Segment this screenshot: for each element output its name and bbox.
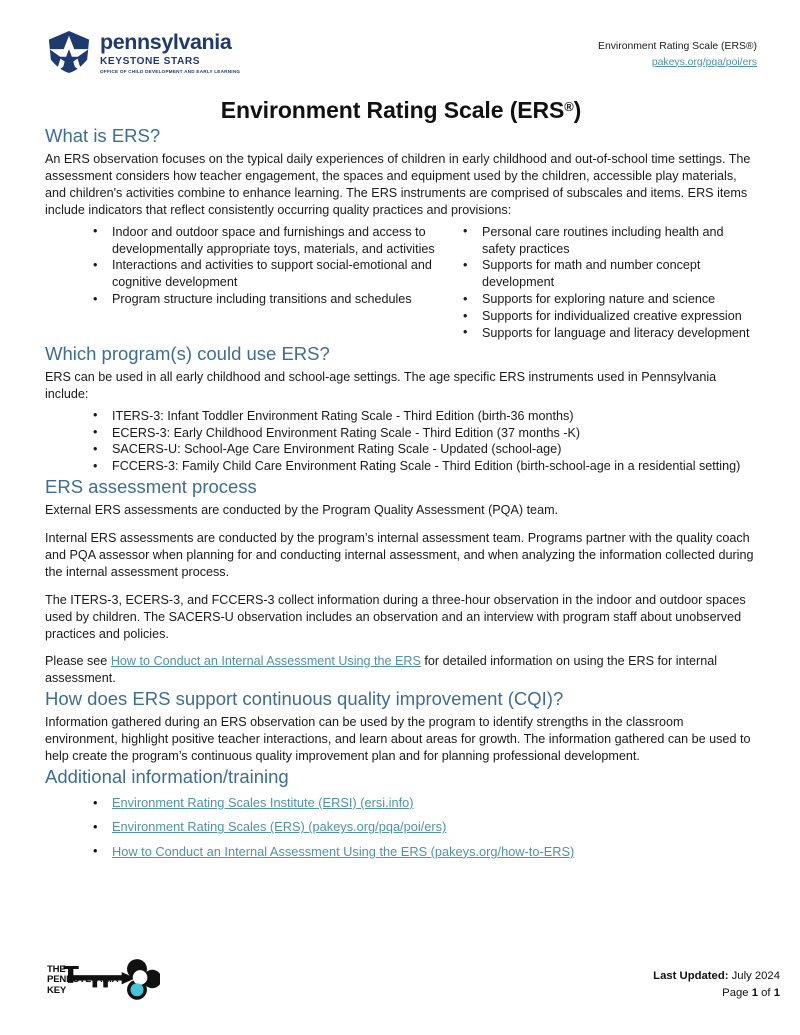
pakey-line-the: THE bbox=[47, 964, 66, 975]
paragraph-external-assessments: External ERS assessments are conducted by the Program Quality Assessment (PQA) team. bbox=[45, 503, 559, 518]
paragraph-internal-assessments: Internal ERS assessments are conducted by the program’s internal assessment team. Programs partner with the quality coach and PQA assessor when planning for and conducting internal assessment, and when analyzing the information collected during the internal assessment process. bbox=[45, 531, 754, 579]
registered-mark: ® bbox=[564, 98, 574, 114]
link-ersi-institute[interactable]: Environment Rating Scales Institute (ERSI) (ersi.info) bbox=[112, 795, 414, 810]
logo-program: KEYSTONE STARS bbox=[100, 55, 201, 67]
ers-provisions-left-list bbox=[45, 224, 437, 308]
paragraph-what-is-ers: An ERS observation focuses on the typical daily experiences of children in early childhood and out-of-school time settings. The assessment considers how teacher engagement, the spaces and equipment used by the children, accessible play materials, and children's activities combine to enhance learning. The ERS instruments are comprised of subscales and items. ERS items include indicators that reflect consistently occurring quality practices and provisions: bbox=[45, 152, 751, 217]
header-doc-url-link[interactable]: pakeys.org/pqa/poi/ers bbox=[651, 56, 757, 68]
heading-what-is-ers: What is ERS? bbox=[45, 125, 161, 146]
ers-provisions-left-column bbox=[45, 224, 437, 342]
pakey-line-key: KEY bbox=[47, 984, 67, 996]
ers-provisions-right-list bbox=[437, 224, 757, 342]
last-updated-label: Last Updated: bbox=[653, 970, 729, 983]
ers-provisions-columns bbox=[45, 224, 757, 342]
list-item: • Indoor and outdoor space and furnishings and access to developmentally appropriate toys, materials, and activities bbox=[93, 224, 437, 258]
list-item: • Interactions and activities to support social-emotional and cognitive development bbox=[93, 257, 437, 291]
list-item: • Supports for exploring nature and science bbox=[463, 291, 757, 308]
pakey-line-pennsylvania: PENNSYLVANIA bbox=[47, 974, 119, 986]
heading-assessment-process: ERS assessment process bbox=[45, 476, 257, 498]
list-item bbox=[93, 794, 757, 811]
link-ers-pakeys[interactable]: Environment Rating Scales (ERS) (pakeys.org/pqa/poi/ers) bbox=[112, 819, 447, 835]
list-item: • SACERS-U: School-Age Care Environment Rating Scale - Updated (school-age) bbox=[93, 441, 757, 458]
page-footer bbox=[45, 955, 780, 1003]
page-header bbox=[45, 30, 757, 82]
paragraph-please-see bbox=[45, 653, 757, 687]
logo-office: OFFICE OF CHILD DEVELOPMENT AND EARLY LEARNING bbox=[100, 69, 241, 75]
page-title-main: Environment Rating Scale (ERS bbox=[220, 97, 565, 123]
please-see-suffix: for detailed information on using the ERS for internal assessment. bbox=[45, 654, 718, 686]
paragraph-observation-details: The ITERS-3, ECERS-3, and FCCERS-3 collect information during a three-hour observation in the indoor and outdoor spaces used by children. The SACERS-U observation includes an observation and an interview with program staff about unobserved practices and policies. bbox=[45, 592, 746, 641]
page-total: 1 bbox=[773, 986, 780, 999]
page-number bbox=[653, 985, 780, 1001]
paragraph-which-programs: ERS can be used in all early childhood and school-age settings. The age specific ERS instruments used in Pennsylvania include: bbox=[45, 369, 717, 401]
list-item: • Program structure including transitions and schedules bbox=[93, 291, 437, 308]
heading-additional-information: Additional information/training bbox=[45, 765, 289, 787]
page-content bbox=[45, 30, 757, 867]
page-mid: of bbox=[758, 986, 774, 999]
pakey-wordmark bbox=[47, 965, 118, 996]
list-item: • Personal care routines including health and safety practices bbox=[463, 224, 757, 258]
last-updated bbox=[653, 968, 780, 984]
page-prefix: Page bbox=[722, 986, 752, 999]
heading-which-programs: Which program(s) could use ERS? bbox=[45, 342, 330, 364]
page-title bbox=[45, 97, 757, 124]
logo-brand: pennsylvania bbox=[100, 30, 232, 54]
header-doc-label: Environment Rating Scale (ERS®) bbox=[598, 41, 757, 52]
list-item: • Supports for math and number concept development bbox=[463, 257, 757, 291]
keystone-star-icon bbox=[45, 30, 93, 74]
page-current: 1 bbox=[751, 986, 758, 999]
list-item: • FCCERS-3: Family Child Care Environment Rating Scale - Third Edition (birth-school-age in a residential setting) bbox=[93, 458, 757, 475]
list-item bbox=[93, 843, 757, 860]
additional-resources-list bbox=[45, 794, 757, 860]
keystone-stars-logo bbox=[45, 30, 240, 76]
header-doc-info bbox=[598, 30, 757, 70]
internal-assessment-guide-link[interactable]: How to Conduct an Internal Assessment Using the ERS bbox=[110, 654, 421, 669]
link-how-to-ers[interactable]: How to Conduct an Internal Assessment Using the ERS (pakeys.org/how-to-ERS) bbox=[112, 843, 575, 859]
paragraph-cqi-support: Information gathered during an ERS observation can be used by the program to identify strengths in the classroom environment, highlight positive teacher interactions, and learn about areas for growth. The information gathered can be used to help create the program’s continuous quality improvement plan and for planning professional development. bbox=[45, 715, 751, 763]
last-updated-value: July 2024 bbox=[728, 970, 780, 983]
footer-meta bbox=[653, 968, 780, 1003]
list-item bbox=[93, 818, 757, 835]
ers-provisions-right-column bbox=[437, 224, 757, 342]
list-item: • Supports for individualized creative expression bbox=[463, 308, 757, 325]
list-item: • ITERS-3: Infant Toddler Environment Rating Scale - Third Edition (birth-36 months) bbox=[93, 408, 757, 425]
ers-instruments-list bbox=[45, 408, 757, 476]
logo-wordmark bbox=[100, 30, 240, 76]
list-item: • ECERS-3: Early Childhood Environment Rating Scale - Third Edition (37 months -K) bbox=[93, 425, 757, 442]
heading-cqi-support: How does ERS support continuous quality improvement (CQI)? bbox=[45, 688, 564, 710]
list-item: • Supports for language and literacy development bbox=[463, 325, 757, 342]
please-see-prefix: Please see bbox=[45, 654, 111, 669]
pennsylvania-key-logo bbox=[45, 955, 160, 1003]
page-title-close: ) bbox=[573, 97, 582, 123]
